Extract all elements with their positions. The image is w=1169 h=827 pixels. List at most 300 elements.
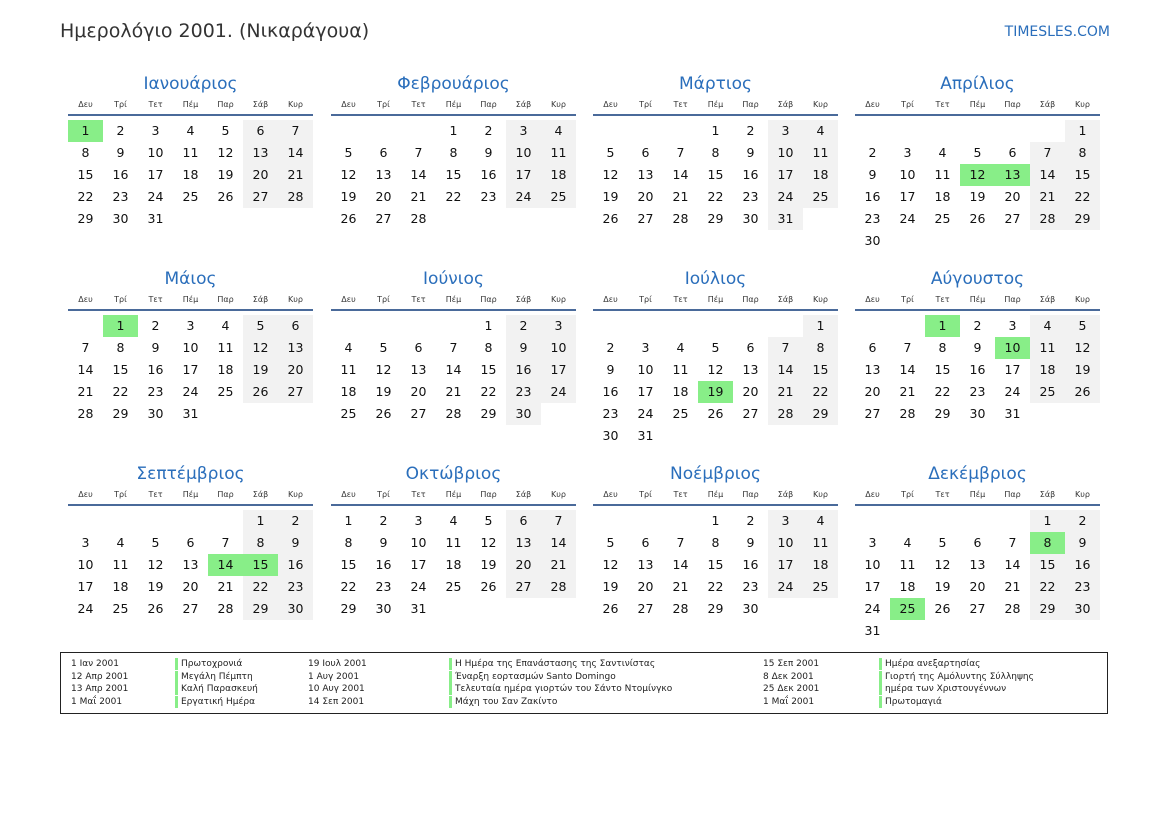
weekday-label: Παρ xyxy=(742,295,759,304)
day-cell: 17 xyxy=(410,557,427,572)
page-title: Ημερολόγιο 2001. (Νικαράγουα) xyxy=(60,20,370,42)
day-cell: 8 xyxy=(938,340,947,355)
weekday-label: Δευ xyxy=(78,490,93,499)
day-cell: 28 xyxy=(77,406,94,421)
month-5 xyxy=(68,267,313,421)
weekday-label: Πέμ xyxy=(445,100,462,109)
month-name: Δεκέμβριος xyxy=(928,464,1027,484)
day-cell: 1 xyxy=(484,318,493,333)
weekday-label: Τρί xyxy=(114,295,127,304)
weekday-label: Παρ xyxy=(217,295,234,304)
day-cell: 6 xyxy=(414,340,423,355)
weekday-label: Τρί xyxy=(901,100,914,109)
day-cell: 23 xyxy=(864,211,881,226)
day-cell: 15 xyxy=(77,167,94,182)
day-cell: 25 xyxy=(182,189,199,204)
day-cell: 14 xyxy=(899,362,916,377)
day-cell: 16 xyxy=(742,557,759,572)
holiday-day-cell: 1 xyxy=(925,315,960,337)
day-cell: 24 xyxy=(637,406,654,421)
weekday-label: Τρί xyxy=(377,490,390,499)
day-cell: 31 xyxy=(147,211,164,226)
day-cell: 20 xyxy=(182,579,199,594)
weekday-label: Τρί xyxy=(114,100,127,109)
weekday-label: Τρί xyxy=(639,490,652,499)
day-cell: 26 xyxy=(934,601,951,616)
day-cell: 18 xyxy=(672,384,689,399)
day-cell: 4 xyxy=(1030,315,1065,337)
day-cell: 26 xyxy=(340,211,357,226)
day-cell: 31 xyxy=(410,601,427,616)
day-cell: 11 xyxy=(803,142,838,164)
day-cell: 5 xyxy=(711,340,720,355)
day-cell: 21 xyxy=(541,554,576,576)
day-cell: 30 xyxy=(1065,598,1100,620)
day-cell: 30 xyxy=(375,601,392,616)
weekday-header xyxy=(331,488,576,506)
day-cell: 14 xyxy=(1004,557,1021,572)
day-cell: 31 xyxy=(864,623,881,638)
day-cell: 20 xyxy=(637,189,654,204)
day-cell: 2 xyxy=(606,340,615,355)
day-cell: 18 xyxy=(445,557,462,572)
day-cell: 9 xyxy=(973,340,982,355)
day-cell: 18 xyxy=(112,579,129,594)
day-cell: 22 xyxy=(480,384,497,399)
day-cell: 2 xyxy=(116,123,125,138)
day-cell: 23 xyxy=(375,579,392,594)
day-cell: 13 xyxy=(742,362,759,377)
day-cell: 11 xyxy=(934,167,951,182)
day-cell: 24 xyxy=(147,189,164,204)
day-cell: 4 xyxy=(186,123,195,138)
weekday-label: Κυρ xyxy=(1075,100,1090,109)
weekday-label: Σάβ xyxy=(1039,295,1056,304)
day-cell: 26 xyxy=(707,406,724,421)
weekday-label: Κυρ xyxy=(551,490,566,499)
day-cell: 19 xyxy=(217,167,234,182)
day-cell: 1 xyxy=(243,510,278,532)
weekday-header xyxy=(331,293,576,311)
day-cell: 24 xyxy=(77,601,94,616)
day-cell: 2 xyxy=(973,318,982,333)
month-9 xyxy=(68,462,313,616)
site-link[interactable]: TIMESLES.COM xyxy=(1004,24,1110,40)
day-cell: 29 xyxy=(112,406,129,421)
day-cell: 10 xyxy=(768,532,803,554)
day-cell: 11 xyxy=(217,340,234,355)
day-cell: 26 xyxy=(602,211,619,226)
day-cell: 11 xyxy=(541,142,576,164)
weekday-label: Κυρ xyxy=(288,295,303,304)
day-cell: 2 xyxy=(484,123,493,138)
day-cell: 4 xyxy=(803,120,838,142)
day-cell: 6 xyxy=(868,340,877,355)
day-cell: 10 xyxy=(864,557,881,572)
day-cell: 29 xyxy=(340,601,357,616)
day-cell: 6 xyxy=(278,315,313,337)
day-cell: 21 xyxy=(410,189,427,204)
day-cell: 4 xyxy=(344,340,353,355)
day-cell: 27 xyxy=(864,406,881,421)
day-cell: 1 xyxy=(1065,120,1100,142)
day-cell: 2 xyxy=(278,510,313,532)
day-cell: 31 xyxy=(768,208,803,230)
day-cell: 10 xyxy=(77,557,94,572)
day-cell: 21 xyxy=(899,384,916,399)
day-cell: 27 xyxy=(1004,211,1021,226)
day-cell: 22 xyxy=(1030,576,1065,598)
weekday-header xyxy=(68,98,313,116)
day-cell: 8 xyxy=(116,340,125,355)
day-cell: 16 xyxy=(969,362,986,377)
day-cell: 3 xyxy=(1008,318,1017,333)
day-cell: 9 xyxy=(379,535,388,550)
month-name: Φεβρουάριος xyxy=(397,74,510,94)
day-cell: 4 xyxy=(803,510,838,532)
day-cell: 8 xyxy=(803,337,838,359)
day-cell: 18 xyxy=(803,164,838,186)
weekday-label: Παρ xyxy=(217,490,234,499)
day-cell: 14 xyxy=(672,557,689,572)
day-cell: 20 xyxy=(278,359,313,381)
day-cell: 5 xyxy=(379,340,388,355)
weekday-label: Παρ xyxy=(217,100,234,109)
day-cell: 16 xyxy=(1065,554,1100,576)
day-cell: 15 xyxy=(340,557,357,572)
weekday-label: Πέμ xyxy=(182,490,199,499)
weekday-label: Σάβ xyxy=(515,100,532,109)
weekday-label: Τετ xyxy=(411,490,426,499)
weekday-header xyxy=(855,488,1100,506)
day-cell: 28 xyxy=(410,211,427,226)
month-8 xyxy=(855,267,1100,421)
day-cell: 5 xyxy=(973,145,982,160)
day-cell: 12 xyxy=(480,535,497,550)
day-cell: 7 xyxy=(676,535,685,550)
day-cell: 25 xyxy=(541,186,576,208)
day-cell: 23 xyxy=(506,381,541,403)
day-cell: 20 xyxy=(375,189,392,204)
holiday-day-cell: 10 xyxy=(995,337,1030,359)
day-cell: 16 xyxy=(147,362,164,377)
day-cell: 22 xyxy=(243,576,278,598)
day-cell: 8 xyxy=(711,145,720,160)
day-cell: 25 xyxy=(803,186,838,208)
day-cell: 16 xyxy=(480,167,497,182)
day-cell: 29 xyxy=(1065,208,1100,230)
day-cell: 18 xyxy=(340,384,357,399)
day-cell: 21 xyxy=(1004,579,1021,594)
day-cell: 19 xyxy=(147,579,164,594)
weekday-label: Τετ xyxy=(673,295,688,304)
day-cell: 21 xyxy=(768,381,803,403)
day-cell: 24 xyxy=(864,601,881,616)
holiday-date: 10 Αυγ 2001 xyxy=(308,684,365,695)
day-cell: 5 xyxy=(606,145,615,160)
day-cell: 26 xyxy=(243,381,278,403)
day-cell: 17 xyxy=(637,384,654,399)
weekday-label: Δευ xyxy=(341,100,356,109)
weekday-label: Τετ xyxy=(935,100,950,109)
weekday-label: Τετ xyxy=(148,100,163,109)
day-cell: 26 xyxy=(602,601,619,616)
weekday-label: Πέμ xyxy=(969,490,986,499)
day-cell: 5 xyxy=(221,123,230,138)
weekday-label: Τρί xyxy=(639,295,652,304)
day-cell: 4 xyxy=(449,513,458,528)
day-cell: 28 xyxy=(445,406,462,421)
weekday-label: Παρ xyxy=(742,100,759,109)
holiday-name: Η Ημέρα της Επανάστασης της Σαντινίστας xyxy=(449,658,655,670)
day-cell: 2 xyxy=(1065,510,1100,532)
day-cell: 9 xyxy=(484,145,493,160)
day-cell: 24 xyxy=(899,211,916,226)
weekday-header xyxy=(855,98,1100,116)
day-cell: 25 xyxy=(217,384,234,399)
day-cell: 23 xyxy=(969,384,986,399)
day-cell: 23 xyxy=(742,579,759,594)
weekday-label: Δευ xyxy=(603,100,618,109)
day-cell: 30 xyxy=(506,403,541,425)
day-cell: 15 xyxy=(803,359,838,381)
day-cell: 22 xyxy=(707,579,724,594)
holiday-date: 1 Μαΐ 2001 xyxy=(763,696,815,707)
day-cell: 25 xyxy=(340,406,357,421)
day-cell: 22 xyxy=(707,189,724,204)
day-cell: 17 xyxy=(147,167,164,182)
day-cell: 9 xyxy=(746,535,755,550)
weekday-label: Σάβ xyxy=(777,100,794,109)
day-cell: 20 xyxy=(1004,189,1021,204)
weekday-label: Σάβ xyxy=(777,295,794,304)
day-cell: 11 xyxy=(1030,337,1065,359)
day-cell: 12 xyxy=(934,557,951,572)
day-cell: 20 xyxy=(243,164,278,186)
holiday-name: Μάχη του Σαν Ζακίντο xyxy=(449,696,557,708)
day-cell: 17 xyxy=(182,362,199,377)
weekday-label: Τετ xyxy=(935,295,950,304)
day-cell: 30 xyxy=(864,233,881,248)
day-cell: 20 xyxy=(637,579,654,594)
month-1 xyxy=(68,72,313,226)
day-cell: 27 xyxy=(969,601,986,616)
day-cell: 3 xyxy=(903,145,912,160)
day-cell: 3 xyxy=(414,513,423,528)
month-12 xyxy=(855,462,1100,638)
day-cell: 2 xyxy=(151,318,160,333)
day-cell: 13 xyxy=(864,362,881,377)
day-cell: 24 xyxy=(410,579,427,594)
day-cell: 23 xyxy=(602,406,619,421)
day-cell: 23 xyxy=(112,189,129,204)
day-cell: 21 xyxy=(278,164,313,186)
day-cell: 28 xyxy=(541,576,576,598)
day-cell: 1 xyxy=(711,513,720,528)
day-cell: 14 xyxy=(278,142,313,164)
day-cell: 22 xyxy=(934,384,951,399)
day-cell: 7 xyxy=(541,510,576,532)
day-cell: 3 xyxy=(768,510,803,532)
day-cell: 10 xyxy=(410,535,427,550)
day-cell: 13 xyxy=(182,557,199,572)
holiday-date: 1 Μαΐ 2001 xyxy=(71,696,123,707)
day-cell: 17 xyxy=(506,164,541,186)
holiday-name: Πρωτοχρονιά xyxy=(175,658,242,670)
day-cell: 7 xyxy=(903,340,912,355)
day-cell: 13 xyxy=(410,362,427,377)
month-name: Μάρτιος xyxy=(678,74,753,94)
day-cell: 15 xyxy=(707,167,724,182)
month-name: Ιούλιος xyxy=(684,269,747,289)
month-7 xyxy=(593,267,838,443)
day-cell: 20 xyxy=(864,384,881,399)
day-cell: 16 xyxy=(864,189,881,204)
weekday-label: Κυρ xyxy=(813,490,828,499)
month-name: Απρίλιος xyxy=(940,74,1015,94)
day-cell: 6 xyxy=(973,535,982,550)
day-cell: 18 xyxy=(182,167,199,182)
day-cell: 25 xyxy=(112,601,129,616)
weekday-label: Τετ xyxy=(935,490,950,499)
day-cell: 30 xyxy=(278,598,313,620)
day-cell: 3 xyxy=(868,535,877,550)
holiday-day-cell: 15 xyxy=(243,554,278,576)
day-cell: 23 xyxy=(1065,576,1100,598)
day-cell: 22 xyxy=(803,381,838,403)
day-cell: 28 xyxy=(278,186,313,208)
day-cell: 20 xyxy=(410,384,427,399)
month-11 xyxy=(593,462,838,616)
day-cell: 24 xyxy=(182,384,199,399)
weekday-label: Κυρ xyxy=(288,490,303,499)
day-cell: 4 xyxy=(541,120,576,142)
day-cell: 31 xyxy=(637,428,654,443)
weekday-label: Σάβ xyxy=(252,100,269,109)
day-cell: 1 xyxy=(1030,510,1065,532)
weekday-label: Τρί xyxy=(114,490,127,499)
day-cell: 24 xyxy=(768,576,803,598)
day-cell: 26 xyxy=(1065,381,1100,403)
day-cell: 6 xyxy=(641,145,650,160)
day-cell: 23 xyxy=(480,189,497,204)
holiday-name: ημέρα των Χριστουγέννων xyxy=(879,683,1006,695)
weekday-label: Πέμ xyxy=(969,295,986,304)
day-cell: 3 xyxy=(641,340,650,355)
day-cell: 24 xyxy=(768,186,803,208)
day-cell: 20 xyxy=(742,384,759,399)
holiday-day-cell: 8 xyxy=(1030,532,1065,554)
day-cell: 7 xyxy=(81,340,90,355)
day-cell: 24 xyxy=(1004,384,1021,399)
day-cell: 12 xyxy=(1065,337,1100,359)
day-cell: 16 xyxy=(278,554,313,576)
day-cell: 9 xyxy=(278,532,313,554)
day-cell: 12 xyxy=(217,145,234,160)
holiday-day-cell: 25 xyxy=(890,598,925,620)
day-cell: 2 xyxy=(506,315,541,337)
day-cell: 2 xyxy=(746,513,755,528)
day-cell: 31 xyxy=(1004,406,1021,421)
weekday-label: Τετ xyxy=(148,295,163,304)
day-cell: 15 xyxy=(1065,164,1100,186)
month-name: Σεπτέμβριος xyxy=(136,464,245,484)
day-cell: 26 xyxy=(480,579,497,594)
day-cell: 15 xyxy=(934,362,951,377)
holiday-date: 1 Αυγ 2001 xyxy=(308,671,360,682)
day-cell: 30 xyxy=(602,428,619,443)
day-cell: 30 xyxy=(742,601,759,616)
day-cell: 29 xyxy=(77,211,94,226)
day-cell: 10 xyxy=(182,340,199,355)
day-cell: 28 xyxy=(672,601,689,616)
month-name: Νοέμβριος xyxy=(670,464,761,484)
day-cell: 28 xyxy=(768,403,803,425)
day-cell: 30 xyxy=(969,406,986,421)
weekday-label: Δευ xyxy=(341,490,356,499)
day-cell: 19 xyxy=(602,189,619,204)
day-cell: 30 xyxy=(147,406,164,421)
day-cell: 19 xyxy=(340,189,357,204)
day-cell: 21 xyxy=(672,579,689,594)
weekday-label: Τρί xyxy=(377,295,390,304)
day-cell: 18 xyxy=(1030,359,1065,381)
day-cell: 3 xyxy=(506,120,541,142)
day-cell: 5 xyxy=(243,315,278,337)
day-cell: 26 xyxy=(969,211,986,226)
weekday-label: Δευ xyxy=(78,100,93,109)
day-cell: 2 xyxy=(379,513,388,528)
day-cell: 17 xyxy=(864,579,881,594)
day-cell: 11 xyxy=(672,362,689,377)
day-cell: 21 xyxy=(1030,186,1065,208)
day-cell: 15 xyxy=(707,557,724,572)
day-cell: 9 xyxy=(151,340,160,355)
day-cell: 1 xyxy=(344,513,353,528)
day-cell: 22 xyxy=(445,189,462,204)
day-cell: 8 xyxy=(449,145,458,160)
weekday-label: Πέμ xyxy=(707,295,724,304)
month-4 xyxy=(855,72,1100,248)
weekday-label: Κυρ xyxy=(813,295,828,304)
day-cell: 13 xyxy=(278,337,313,359)
day-cell: 25 xyxy=(445,579,462,594)
weekday-label: Σάβ xyxy=(1039,490,1056,499)
weekday-label: Τετ xyxy=(673,100,688,109)
weekday-label: Πέμ xyxy=(182,100,199,109)
holiday-name: Ημέρα ανεξαρτησίας xyxy=(879,658,980,670)
day-cell: 10 xyxy=(637,362,654,377)
day-cell: 7 xyxy=(449,340,458,355)
day-cell: 17 xyxy=(768,164,803,186)
day-cell: 12 xyxy=(147,557,164,572)
day-cell: 19 xyxy=(480,557,497,572)
holiday-date: 25 Δεκ 2001 xyxy=(763,684,820,695)
day-cell: 27 xyxy=(410,406,427,421)
weekday-header xyxy=(331,98,576,116)
day-cell: 16 xyxy=(742,167,759,182)
day-cell: 16 xyxy=(506,359,541,381)
day-cell: 18 xyxy=(217,362,234,377)
weekday-label: Δευ xyxy=(865,100,880,109)
weekday-label: Παρ xyxy=(480,100,497,109)
day-cell: 6 xyxy=(243,120,278,142)
weekday-label: Δευ xyxy=(341,295,356,304)
day-cell: 1 xyxy=(449,123,458,138)
month-name: Οκτώβριος xyxy=(405,464,502,484)
weekday-label: Σάβ xyxy=(252,490,269,499)
month-10 xyxy=(331,462,576,616)
